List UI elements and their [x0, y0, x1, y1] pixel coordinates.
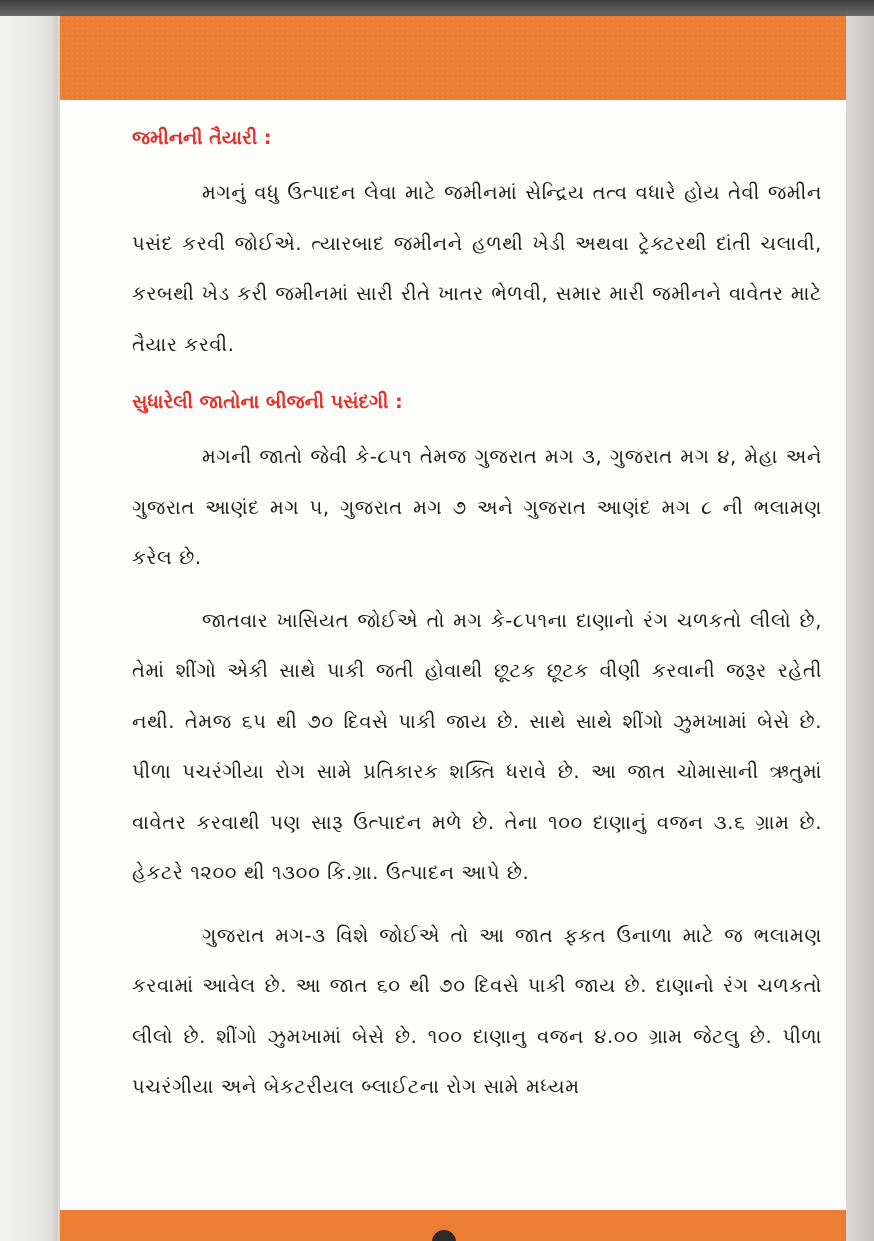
document-page	[60, 16, 846, 1241]
header-band	[60, 16, 846, 100]
paragraph-varieties: મગની જાતો જેવી કે-૮૫૧ તેમજ ગુજરાત મગ ૩, ગુજરાત મગ ૪, મેહા અને ગુજરાત આણંદ મગ ૫, ગુજરાત મગ ૭ અને ગુજરાત આણંદ મગ ૮ ની ભલામણ કરેલ છે.	[132, 445, 822, 569]
section-heading-seed-selection: સુધારેલી જાતોના બીજની પસંદગી :	[132, 391, 403, 413]
scan-left-margin	[0, 16, 58, 1241]
page-content	[132, 118, 822, 1125]
paragraph-land-preparation: મગનું વધુ ઉત્પાદન લેવા માટે જમીનમાં સેન્દ્રિય તત્વ વધારે હોય તેવી જમીન પસંદ કરવી જોઈએ. ત્યારબાદ જમીનને હળથી ખેડી અથવા ટ્રેક્ટરથી દાંતી ચલાવી, કરબથી ખેડ કરી જમીનમાં સારી રીતે ખાતર ભેળવી, સમાર મારી જમીનને વાવેતર માટે તૈયાર કરવી.	[132, 181, 822, 356]
scan-right-margin	[848, 16, 874, 1241]
paragraph-k851-traits: જાતવાર ખાસિયત જોઈએ તો મગ કે-૮૫૧ના દાણાનો રંગ ચળકતો લીલો છે, તેમાં શીંગો એકી સાથે પાકી જતી હોવાથી છૂટક છૂટક વીણી કરવાની જરૂર રહેતી નથી. તેમજ ૬૫ થી ૭૦ દિવસે પાકી જાય છે. સાથે સાથે શીંગો ઝુમખામાં બેસે છે. પીળા પચરંગીયા રોગ સામે પ્રતિકારક શક્તિ ધરાવે છે. આ જાત ચોમાસાની ઋતુમાં વાવેતર કરવાથી પણ સારૂ ઉત્પાદન મળે છે. તેના ૧૦૦ દાણાનું વજન ૩.૬ ગ્રામ છે. હેકટરે ૧૨૦૦ થી ૧૩૦૦ કિ.ગ્રા. ઉત્પાદન આપે છે.	[132, 608, 822, 884]
scan-top-edge	[0, 0, 874, 16]
section-heading-land-preparation: જમીનની તૈયારી :	[132, 127, 272, 149]
paragraph-gujarat-mag-3: ગુજરાત મગ-૩ વિશે જોઈએ તો આ જાત ફકત ઉનાળા માટે જ ભલામણ કરવામાં આવેલ છે. આ જાત ૬૦ થી ૭૦ દિવસે પાકી જાય છે. દાણાનો રંગ ચળકતો લીલો છે. શીંગો ઝુમખામાં બેસે છે. ૧૦૦ દાણાનુ વજન ૪.૦૦ ગ્રામ જેટલુ છે. પીળા પચરંગીયા અને બેકટરીયલ બ્લાઈટના રોગ સામે મધ્યમ	[132, 923, 822, 1098]
